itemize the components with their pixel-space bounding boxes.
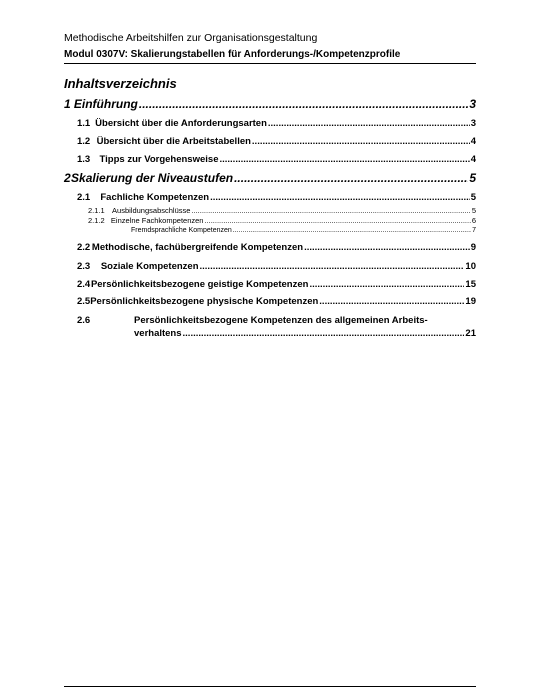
toc-title: Methodische, fachübergreifende Kompetenzen	[91, 242, 304, 253]
toc-entry-2-1-1[interactable]	[88, 206, 476, 215]
toc-number: 1.2	[77, 136, 91, 147]
toc-title: Soziale Kompetenzen	[100, 261, 199, 272]
toc-title: Einzelne Fachkompetenzen	[110, 216, 204, 225]
toc-entry-1-3[interactable]	[77, 154, 476, 165]
toc-leader	[210, 192, 470, 203]
toc-entry-2-1-2[interactable]	[88, 216, 476, 225]
toc-title: Persönlichkeitsbezogene geistige Kompetenzen	[90, 279, 309, 290]
toc-leader	[268, 118, 470, 129]
toc-title: Persönlichkeitsbezogene Kompetenzen des allgemeinen Arbeits-	[134, 315, 428, 326]
header-organisation-title: Methodische Arbeitshilfen zur Organisationsgestaltung	[64, 32, 318, 44]
toc-title-continuation	[134, 328, 476, 339]
toc-leader	[234, 171, 468, 185]
toc-leader	[252, 136, 470, 147]
toc-page: 10	[465, 261, 476, 272]
toc-page: 6	[471, 216, 476, 225]
toc-title: Einführung	[73, 97, 138, 111]
toc-entry-2-1-2-1[interactable]	[131, 227, 476, 234]
toc-title: Skalierung der Niveaustufen	[71, 171, 234, 185]
toc-page: 21	[465, 328, 476, 339]
toc-number: 2.1.2	[88, 216, 105, 225]
toc-number: 2.3	[77, 261, 91, 272]
toc-page: 5	[471, 206, 476, 215]
toc-number: 2	[64, 171, 71, 185]
toc-entry-2-3[interactable]	[77, 261, 476, 272]
toc-page: 5	[469, 171, 476, 185]
toc-leader	[204, 216, 470, 225]
toc-leader	[191, 206, 470, 215]
toc-page: 7	[472, 227, 476, 234]
toc-entry-2-6[interactable]	[77, 315, 476, 343]
toc-entry-1[interactable]	[64, 97, 476, 111]
toc-leader	[139, 97, 468, 111]
toc-entry-2-2[interactable]	[77, 242, 476, 253]
toc-title: Persönlichkeitsbezogene physische Kompetenzen	[90, 296, 319, 307]
toc-title-line2: verhaltens	[134, 328, 182, 339]
toc-leader	[319, 296, 464, 307]
toc-title: Übersicht über die Arbeitstabellen	[96, 136, 251, 147]
toc-title: Tipps zur Vorgehensweise	[99, 154, 219, 165]
toc-number: 2.6	[77, 315, 91, 326]
toc-page: 9	[470, 242, 476, 253]
toc-page: 5	[470, 192, 476, 203]
toc-entry-1-2[interactable]	[77, 136, 476, 147]
toc-number: 1.1	[77, 118, 91, 129]
header-divider	[64, 63, 476, 64]
toc-page: 3	[469, 97, 476, 111]
toc-entry-1-1[interactable]	[77, 118, 476, 129]
toc-heading: Inhaltsverzeichnis	[64, 76, 177, 91]
toc-page: 3	[470, 118, 476, 129]
footer-divider	[64, 686, 476, 687]
toc-entry-2-4[interactable]	[77, 279, 476, 290]
toc-number: 1	[64, 97, 71, 111]
toc-title: Fachliche Kompetenzen	[100, 192, 210, 203]
toc-leader	[233, 227, 471, 234]
toc-title: Ausbildungsabschlüsse	[112, 206, 191, 215]
toc-leader	[304, 242, 470, 253]
toc-number: 2.2	[77, 242, 91, 253]
toc-leader	[219, 154, 469, 165]
toc-page: 19	[465, 296, 476, 307]
toc-leader	[200, 261, 465, 272]
toc-page: 15	[465, 279, 476, 290]
toc-number: 2.1	[77, 192, 91, 203]
toc-title: Übersicht über die Anforderungsarten	[95, 118, 267, 129]
toc-number: 1.3	[77, 154, 91, 165]
toc-number: 2.1.1	[88, 206, 105, 215]
toc-title: Fremdsprachliche Kompetenzen	[131, 227, 232, 234]
toc-page: 4	[470, 154, 476, 165]
toc-number: 2.5	[77, 296, 91, 307]
toc-number: 2.4	[77, 279, 91, 290]
toc-entry-2-5[interactable]	[77, 296, 476, 307]
toc-leader	[309, 279, 464, 290]
toc-leader	[183, 328, 465, 339]
toc-entry-2[interactable]	[64, 171, 476, 185]
header-module-title: Modul 0307V: Skalierungstabellen für Anforderungs-/Kompetenzprofile	[64, 49, 401, 60]
toc-entry-2-1[interactable]	[77, 192, 476, 203]
toc-page: 4	[470, 136, 476, 147]
